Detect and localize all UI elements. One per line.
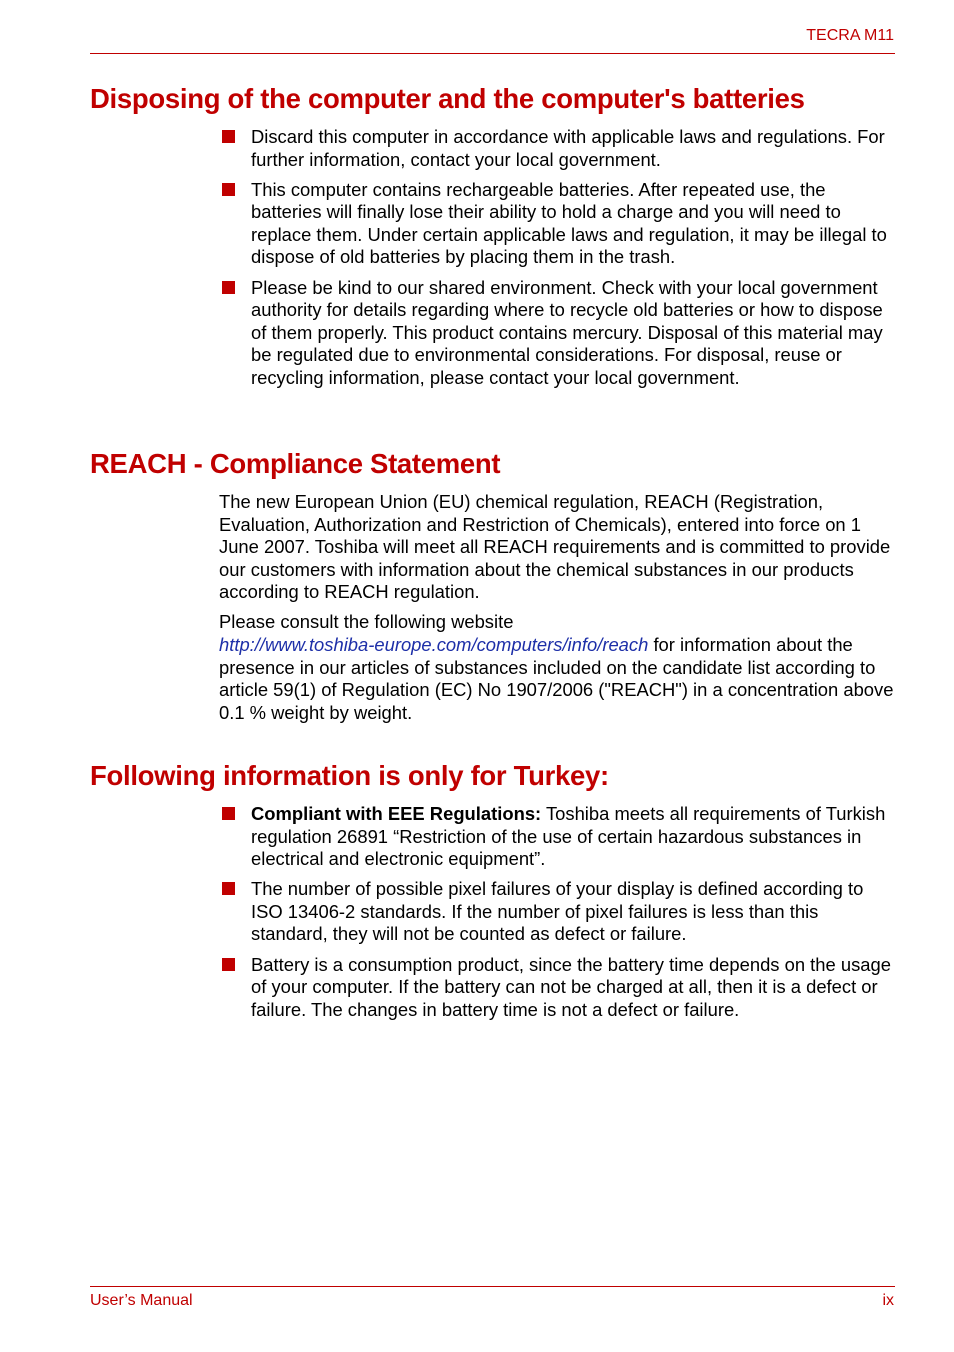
section-title-reach: REACH - Compliance Statement — [90, 448, 501, 479]
list-item-text: Battery is a consumption product, since the battery time depends on the usage of your computer. If the battery can not be charged at all, then it is a defect or failure. The changes in battery time is not a defect or failure. — [251, 953, 891, 1020]
header-divider — [90, 53, 895, 54]
header-product-name: TECRA M11 — [806, 27, 894, 44]
reach-paragraph-1: The new European Union (EU) chemical regulation, REACH (Registration, Evaluation, Authorization and Restriction of Chemicals), entered into force on 1 June 2007. Toshiba will meet all REACH requirements and is committed to provide our customers with information about the chemical substances in our products according to REACH regulation. — [219, 491, 891, 603]
footer-page-number: ix — [882, 1292, 894, 1309]
list-item — [219, 277, 895, 390]
square-bullet-icon — [222, 130, 235, 143]
section-turkey — [90, 759, 895, 1029]
list-item-text: Please be kind to our shared environment. Check with your local government authority for details regarding where to recycle old batteries or how to dispose of them properly. This product contains mercury. Disposal of this material may be regulated due to environmental considerations. For disposal, reuse or recycling information, please contact your local government. — [251, 276, 883, 388]
reach-website-link[interactable]: http://www.toshiba-europe.com/computers/info/reach — [219, 634, 649, 656]
list-item-text: Discard this computer in accordance with applicable laws and regulations. For further information, contact your local government. — [251, 126, 885, 170]
square-bullet-icon — [222, 958, 235, 971]
section-reach — [90, 447, 895, 732]
turkey-list — [219, 803, 895, 1021]
square-bullet-icon — [222, 807, 235, 820]
square-bullet-icon — [222, 882, 235, 895]
reach-paragraph-2-tail: for information about the presence in our articles of substances included on the candidate list according to article 59(1) of Regulation (EC) No 1907/2006 ("REACH") in a concentration above 0.1 % weight by weight. — [219, 634, 894, 723]
footer-manual-title: User’s Manual — [90, 1292, 193, 1309]
list-item — [219, 179, 895, 269]
list-item-bold-lead: Compliant with EEE Regulations: — [251, 803, 542, 824]
section-disposing — [90, 82, 895, 397]
square-bullet-icon — [222, 183, 235, 196]
list-item — [219, 126, 895, 171]
reach-paragraph-2-lead: Please consult the following website — [219, 611, 514, 633]
section-title-turkey: Following information is only for Turkey: — [90, 760, 609, 791]
list-item — [219, 803, 895, 871]
list-item — [219, 954, 895, 1022]
list-item-text: Toshiba meets all requirements of Turkish regulation 26891 “Restriction of the use of certain hazardous substances in electrical and electronic equipment”. — [251, 803, 886, 870]
square-bullet-icon — [222, 281, 235, 294]
list-item-text: This computer contains rechargeable batteries. After repeated use, the batteries will finally lose their ability to hold a charge and you will need to replace them. Under certain applicable laws and regulation, it may be illegal to dispose of old batteries by placing them in the trash. — [251, 178, 887, 268]
list-item — [219, 878, 895, 946]
disposing-list — [219, 126, 895, 390]
footer-divider — [90, 1286, 895, 1287]
list-item-text: The number of possible pixel failures of your display is defined according to ISO 13406-2 standards. If the number of pixel failures is less than this standard, they will not be counted as defect or failure. — [251, 878, 864, 945]
reach-paragraph-2 — [219, 611, 895, 724]
section-title-disposing: Disposing of the computer and the computer's batteries — [90, 83, 805, 114]
